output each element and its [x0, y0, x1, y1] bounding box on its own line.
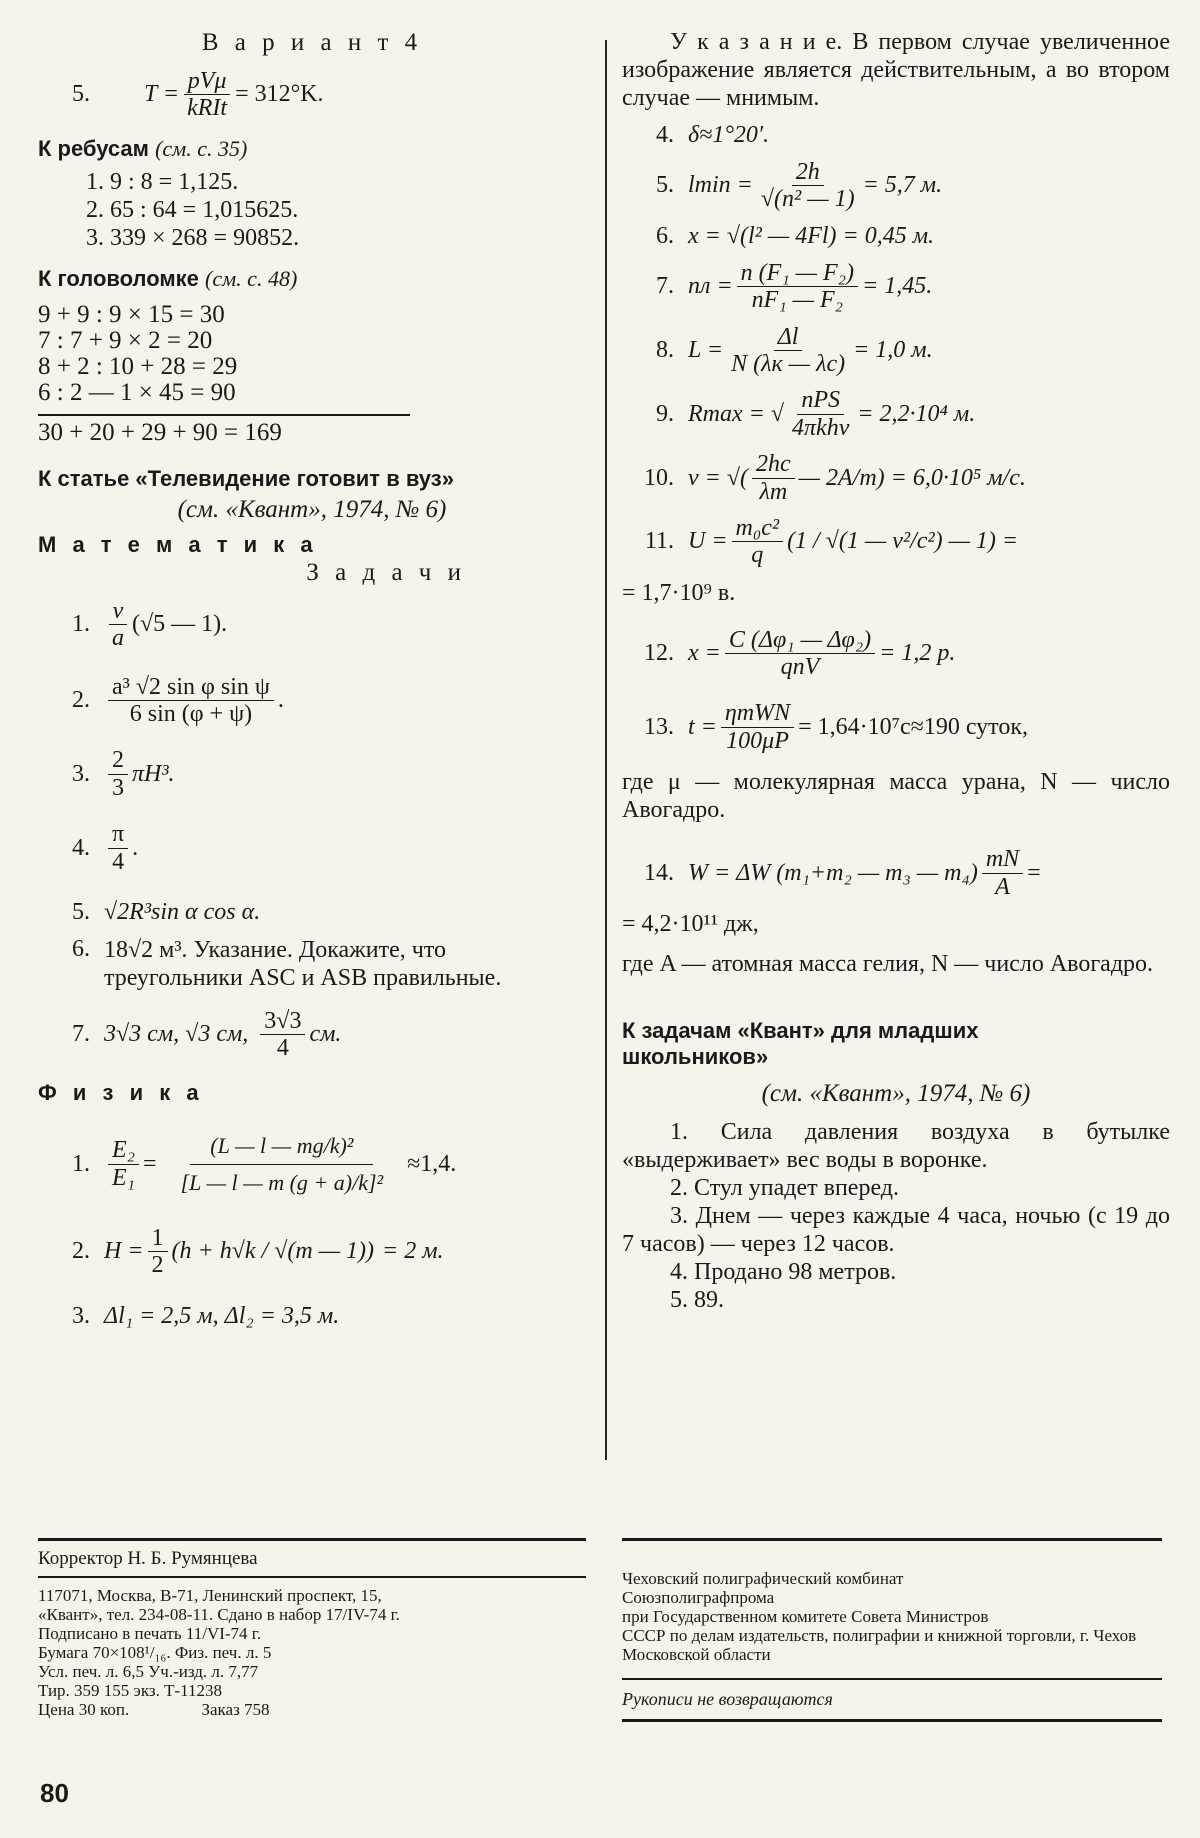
list-item: 3. Днем — через каждые 4 часа, ночью (с 19 до 7 часов) — через 12 часов.	[622, 1203, 1170, 1258]
list-item: 9 + 9 : 9 × 15 = 30	[38, 300, 225, 328]
variant-item-5: 5. T = $\frac{\text{pVμ}}{\text{kRIt}}$ = 312°K.	[72, 68, 324, 122]
item-11-result: = 1,7·10⁹ в.	[622, 579, 736, 606]
tv-heading: К статье «Телевидение готовит в вуз»	[38, 465, 454, 491]
footer-rule	[38, 1538, 586, 1541]
junior-ref: (см. «Квант», 1974, № 6)	[761, 1080, 1031, 1108]
puzzle-sum: 30 + 20 + 29 + 90 = 169	[38, 418, 282, 446]
note-14: где A — атомная масса гелия, N — число Авогадро.	[622, 951, 1154, 978]
corrector-line: Корректор Н. Б. Румянцева	[38, 1548, 258, 1569]
printer-info: Чеховский полиграфический комбинат Союзполиграфпрома при Государственном комитете Совета Министров СССР по делам издательств, полиграфии и книжной торговли, г. Чехов Московской области	[622, 1569, 1137, 1664]
list-item: 3. 339 × 268 = 90852.	[86, 224, 300, 251]
math-item-7: 7. 3√3 см, √3 см, $\frac{3√3}{4}$ см.	[72, 1007, 342, 1062]
answer-item: 4. δ≈1°20′.	[656, 122, 770, 148]
list-item: 7 : 7 + 9 × 2 = 20	[38, 326, 213, 354]
rebus-answers	[38, 168, 586, 252]
list-item: 2. 65 : 64 = 1,015625.	[86, 196, 299, 223]
physics-heading: Ф и з и к а	[38, 1079, 204, 1105]
sum-divider	[38, 414, 410, 416]
junior-heading: К задачам «Квант» для младших школьников»	[622, 1018, 979, 1070]
tv-ref: (см. «Квант», 1974, № 6)	[177, 495, 447, 523]
list-item: 2. Стул упадет вперед.	[670, 1175, 900, 1202]
answer-item: 6. x = √(l² — 4Fl) = 0,45 м.	[656, 222, 935, 249]
manuscripts-note: Рукописи не возвращаются	[622, 1689, 833, 1709]
math-item-2: 2. $\frac{\text{a³ √2 sin φ sin ψ}}{6 \sin (\varphi + \psi)}$ .	[72, 673, 284, 727]
math-item-1: 1. $\frac{v}{a}$ (√5 — 1).	[72, 597, 228, 652]
imprint-right	[622, 1538, 1162, 1722]
answer-item-14: 14. W = ΔW (m₁+m₂ — m₃ — m₄) $\frac{mN}{A}$ =	[644, 846, 1041, 900]
tasks-heading: З а д а ч и	[306, 558, 466, 586]
answer-item: 13. t = $\frac{\text{ηmWN}}{100\mu P}$ = 1,64·10⁷с≈190 суток,	[644, 700, 1029, 754]
list-item: 1. 9 : 8 = 1,125.	[86, 168, 239, 195]
math-item-5: 5. √2R³sin α cos α.	[72, 898, 261, 925]
phys-item-2: 2. H = $\frac{1}{2}$ (h + h√k / √(m — 1)) = 2 м.	[72, 1225, 444, 1279]
math-item-4: 4. $\frac{\pi}{4}$ .	[72, 821, 139, 875]
puzzle-heading: К головоломке (см. с. 48)	[38, 265, 298, 291]
list-item: 6 : 2 — 1 × 45 = 90	[38, 378, 236, 406]
math-heading: М а т е м а т и к а	[38, 531, 318, 557]
right-column	[622, 28, 1170, 1314]
rebus-heading: К ребусам (см. с. 35)	[38, 135, 248, 161]
list-item: 5. 89.	[670, 1287, 724, 1314]
answer-item: 10. v = √( $\frac{2hc}{\lambda m}$ — 2A/m) = 6,0·10⁵ м/с.	[644, 451, 1026, 505]
answer-item: 12. x = $\frac{\text{C (Δφ₁ — Δφ₂)}}{\text{qnV}}$ = 1,2 р.	[644, 626, 956, 681]
answer-item: 9. Rmax = √ $\frac{\text{nPS}}{\text{4πkhν}}$ = 2,2·10⁴ м.	[656, 387, 976, 441]
variant-title: В а р и а н т 4	[201, 29, 423, 56]
math-item-3: 3. $\frac{2}{3}$ πH³.	[72, 747, 175, 801]
fraction: $\frac{\text{pVμ}}{\text{kRIt}}$	[183, 68, 231, 122]
page-number: 80	[40, 1778, 69, 1808]
left-column	[38, 28, 586, 1340]
footer-rule	[622, 1538, 1162, 1541]
answer-item: 8. L = $\frac{\Delta l}{N (\lambda к — \lambda c)}$ = 1,0 м.	[656, 323, 933, 377]
math-item-6: 6. 18√2 м³. Указание. Докажите, что треугольники ASC и ASB правильные.	[72, 935, 502, 991]
hint-paragraph: У к а з а н и е. В первом случае увеличенное изображение является действительным, а во втором случае — мнимым.	[622, 29, 1170, 111]
puzzle-answers	[38, 302, 586, 446]
column-divider	[605, 40, 607, 1460]
answer-item: 5. lmin = $\frac{2h}{\text{√(n² — 1)}}$ = 5,7 м.	[656, 159, 943, 213]
footer-rule	[38, 1576, 586, 1578]
list-item: 1. Сила давления воздуха в бутылке «выдерживает» вес воды в воронке.	[622, 1119, 1170, 1174]
footer-rule	[622, 1678, 1162, 1680]
footer-rule	[622, 1719, 1162, 1722]
list-item: 8 + 2 : 10 + 28 = 29	[38, 352, 238, 380]
item-14-result: = 4,2·10¹¹ дж,	[622, 911, 759, 938]
imprint-left	[38, 1538, 586, 1719]
answer-item: 11. U = $\frac{\text{m₀c²}}{q}$ (1 / √(1 — v²/c²) — 1) =	[644, 514, 1019, 569]
junior-answers	[622, 1118, 1170, 1314]
list-item: 4. Продано 98 метров.	[670, 1259, 897, 1286]
note-13: где μ — молекулярная масса урана, N — число Авогадро.	[622, 769, 1170, 824]
phys-item-3: 3. Δl₁ = 2,5 м, Δl₂ = 3,5 м.	[72, 1302, 340, 1329]
phys-item-1: 1. $\frac{\text{E₂}}{\text{E₁}}$ = $\frac{\text{(L — l — mg/k)²}}{\text{[L — l — m (g + a)/k]²}}$ ≈1,4.	[38, 1128, 586, 1201]
imprint-details: 117071, Москва, В-71, Ленинский проспект, 15, «Квант», тел. 234-08-11. Сдано в набор 17/IV-74 г. Подписано в печать 11/VI-74 г. Бумага 70×108¹/₁₆. Физ. печ. л. 5 Усл. печ. л. 6,5 Уч.-изд. л. 7,77 Тир. 359 155 экз. Т-11238 Цена 30 коп. Заказ 758	[38, 1586, 400, 1719]
answer-item: 7. nл = $\frac{\text{n (F₁ — F₂)}}{\text{nF₁ — F₂}}$ = 1,45.	[656, 259, 933, 314]
